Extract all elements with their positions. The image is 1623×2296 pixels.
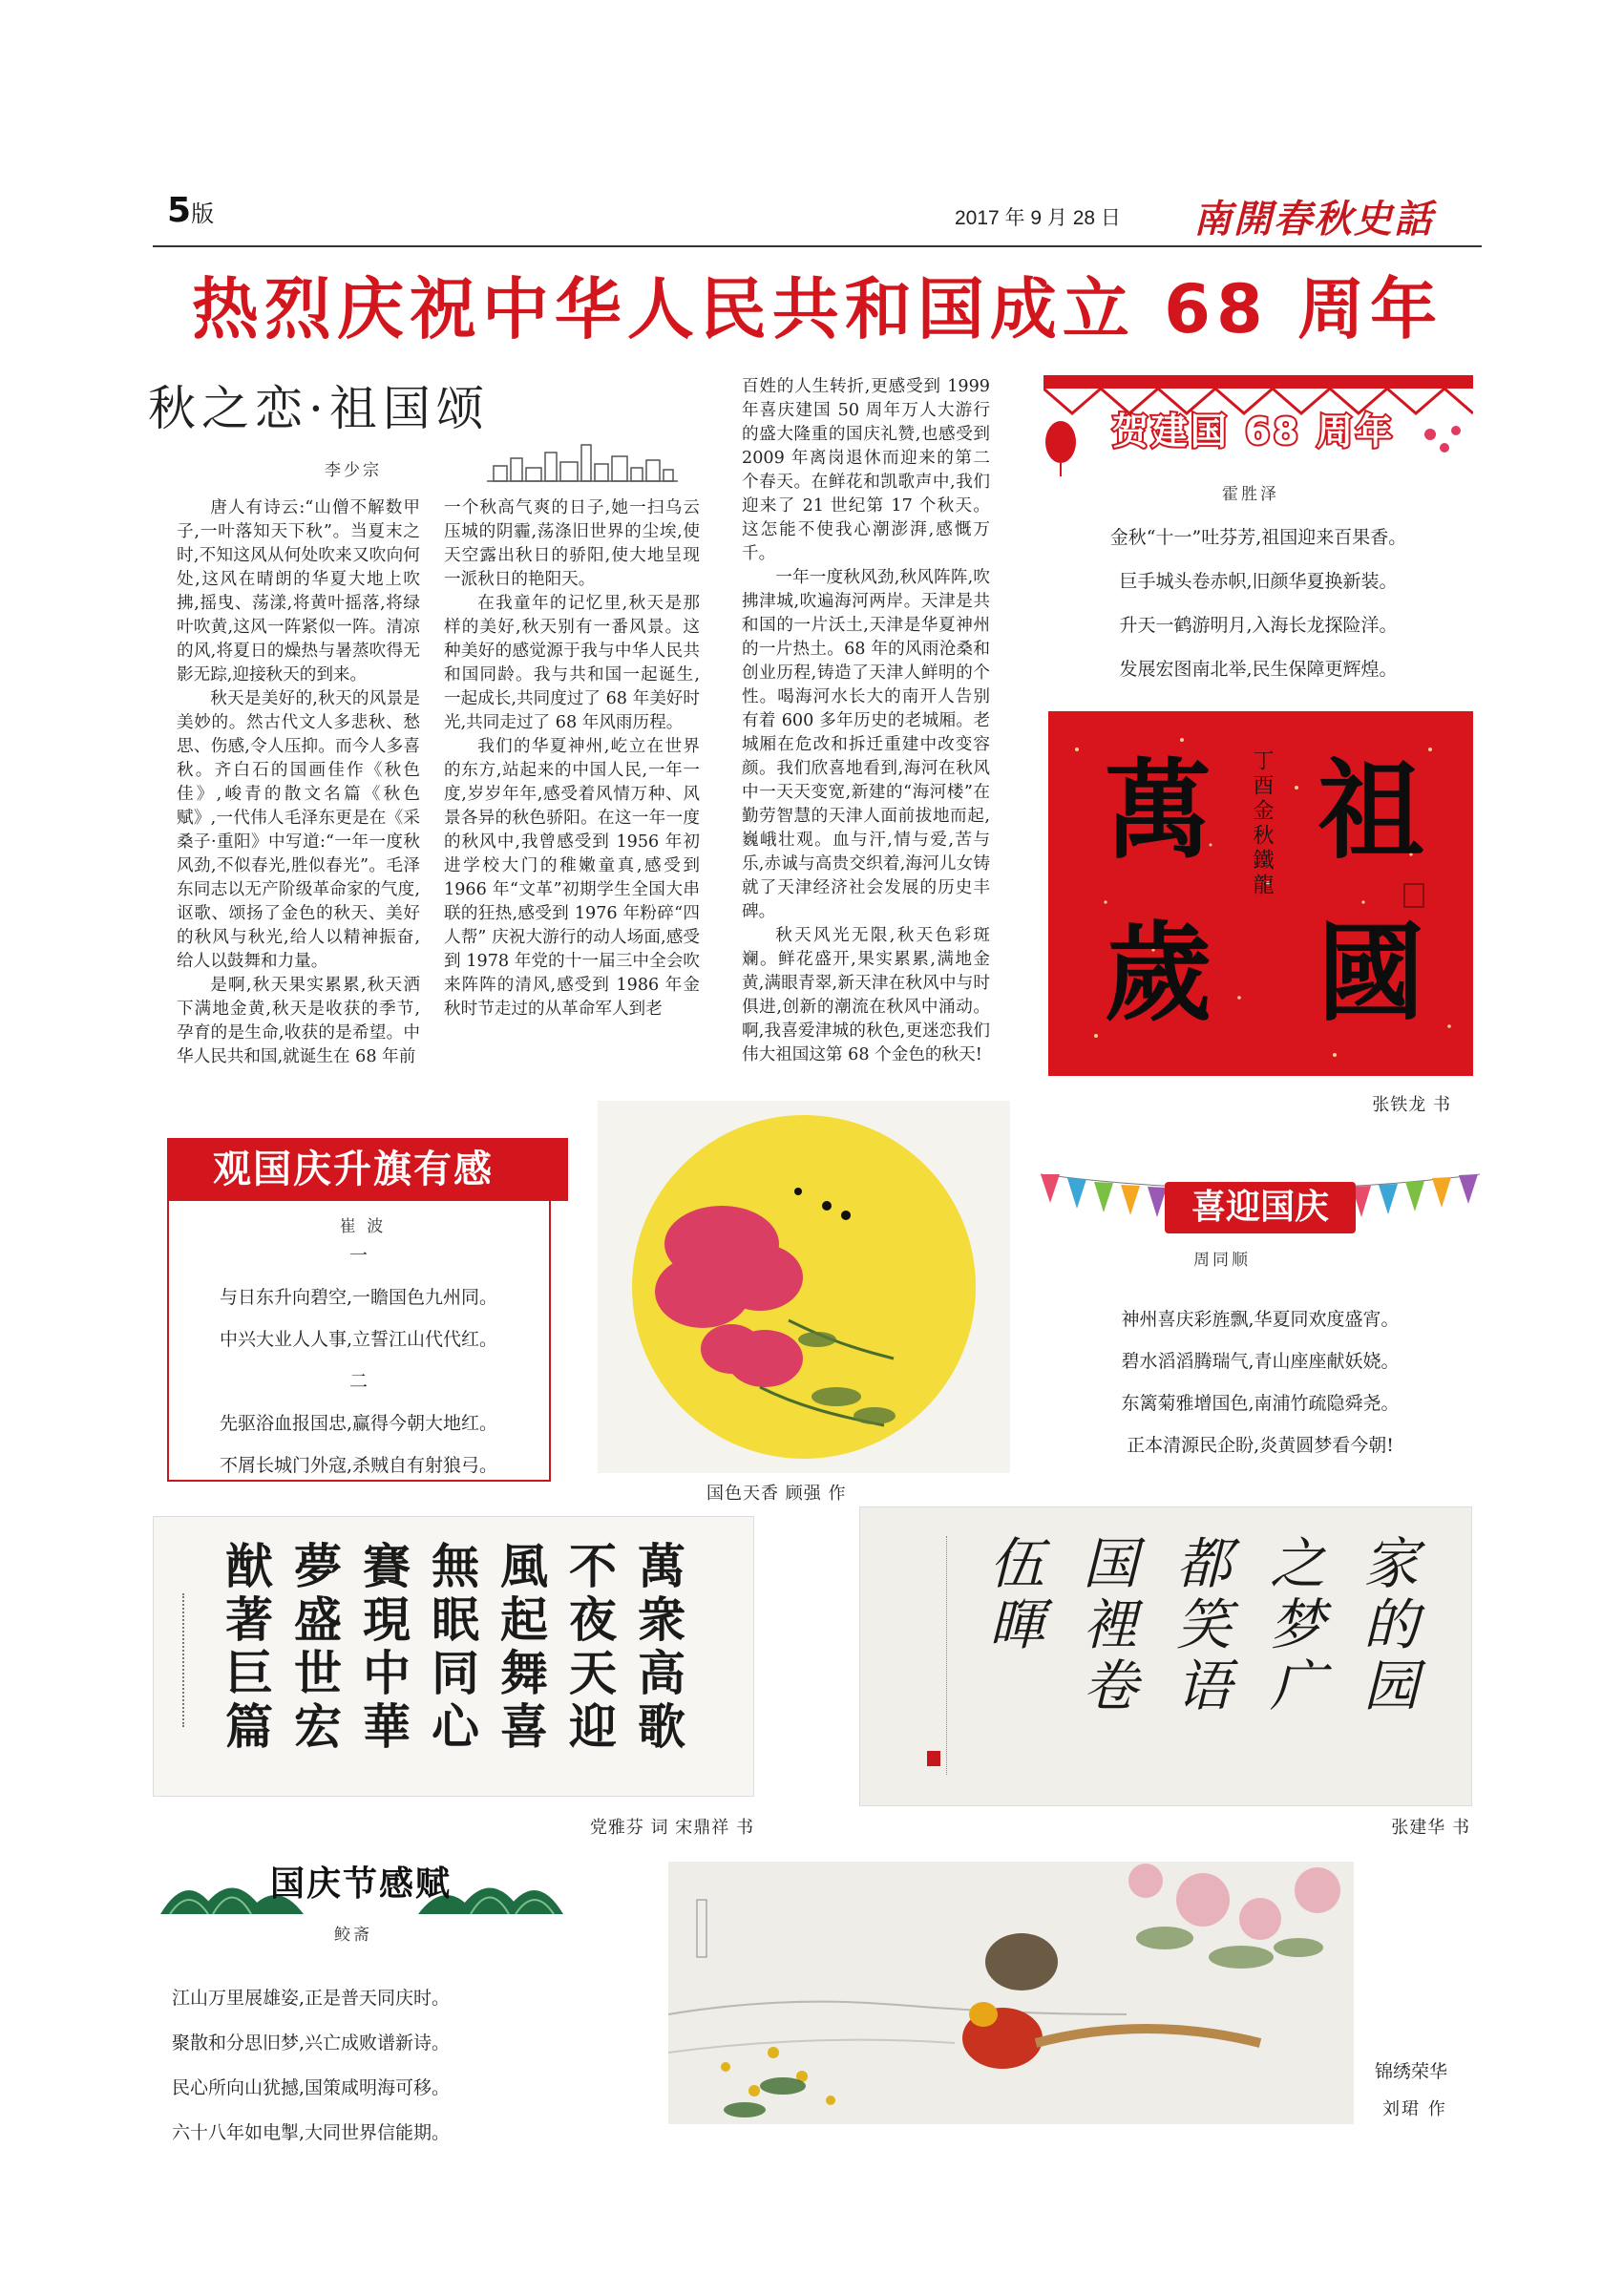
painting-title: 锦绣荣华 — [1375, 2061, 1448, 2082]
calligraphy-main-right: 祖國 — [1317, 748, 1424, 1036]
poem-line: 金秋“十一”吐芬芳,祖国迎来百果香。 — [1109, 527, 1407, 548]
calligraphy-red-paper — [1048, 711, 1473, 1076]
calligraphy-column: 萬衆高歌 — [630, 1541, 686, 1755]
article-column-1 — [177, 496, 420, 1069]
calligraphy-column: 家的园 — [1354, 1534, 1419, 1717]
seal-stamp-icon — [1403, 883, 1424, 908]
poem-title: 喜迎国庆 — [1165, 1182, 1356, 1233]
poem-title: 观国庆升旗有感 — [213, 1148, 494, 1191]
poem-body — [1050, 1298, 1470, 1466]
poem-line: 与日东升向碧空,一瞻国色九州同。 — [219, 1287, 498, 1308]
poem-line: 先驱浴血报国忠,赢得今朝大地红。 — [219, 1413, 498, 1434]
poem-author: 鲛斋 — [334, 1926, 372, 1945]
poem-line: 聚散和分思旧梦,兴亡成败谱新诗。 — [172, 2033, 451, 2054]
bunting-header — [1041, 1165, 1480, 1241]
inscription-mark-icon — [182, 1593, 194, 1727]
poem-line: 巨手城头卷赤帜,旧颜华夏换新装。 — [1119, 571, 1398, 592]
peony-painting — [598, 1101, 1010, 1473]
issue-date: 2017 年 9 月 28 日 — [955, 207, 1121, 229]
peony-flower-icon — [598, 1101, 1010, 1473]
banner-title: 热烈庆祝中华人民共和国成立 68 周年 — [191, 270, 1444, 348]
paragraph: 一个秋高气爽的日子,她一扫乌云压城的阴霾,荡涤旧世界的尘埃,使天空露出秋日的骄阳,使大地呈现一派秋日的艳阳天。 — [444, 498, 700, 589]
calligraphy-columns — [860, 1507, 1471, 1805]
paragraph: 秋天风光无限,秋天色彩斑斓。鲜花盛开,果实累累,满地金黄,满眼青翠,新天津在秋风中与时俱进,创新的潮流在秋风中涌动。啊,我喜爱津城的秋色,更迷恋我们伟大祖国这第 68 个金色的秋天! — [742, 926, 990, 1064]
poem-author: 崔 波 — [339, 1217, 387, 1236]
pheasant-bird-icon — [668, 1862, 1354, 2124]
poem-line: 神州喜庆彩旌飘,华夏同欢度盛宵。 — [1121, 1309, 1400, 1330]
painting-caption: 国色天香 顾强 作 — [706, 1484, 847, 1504]
article-author: 李少宗 — [325, 461, 382, 480]
calligraphy-zhang-scroll — [859, 1506, 1472, 1806]
poem-line: 碧水滔滔腾瑞气,青山座座献妖娆。 — [1121, 1351, 1400, 1372]
paragraph: 是啊,秋天果实累累,秋天洒下满地金黄,秋天是收获的季节,孕育的是生命,收获的是希望。中华人民共和国,就诞生在 68 年前 — [177, 976, 420, 1066]
article-title: 秋之恋·祖国颂 — [148, 381, 490, 436]
pheasant-painting — [668, 1862, 1354, 2124]
flag-poem-title-bar — [167, 1138, 568, 1201]
section-number: 一 — [348, 1245, 368, 1266]
calligraphy-column: 風起舞喜 — [493, 1541, 549, 1755]
poem-line: 中兴大业人人事,立誓江山代代红。 — [219, 1329, 498, 1350]
section-number: 二 — [348, 1371, 368, 1392]
calligraphy-caption: 党雅芬 词 宋鼎祥 书 — [589, 1818, 754, 1838]
painting-artist: 刘珺 作 — [1382, 2099, 1447, 2119]
paragraph: 唐人有诗云:“山僧不解数甲子,一叶落知天下秋”。当夏末之时,不知这风从何处吹来又吹向何处,这风在晴朗的华夏大地上吹拂,摇曳、荡漾,将黄叶摇落,将绿叶吹黄,这风一阵紧似一阵。清凉的风,将夏日的燥热与暑蒸吹得无影无踪,迎接秋天的到来。 — [177, 498, 420, 685]
poem-author: 周同顺 — [1193, 1251, 1251, 1270]
edition-number: 5版 — [167, 191, 215, 230]
calligraphy-column: 不夜天迎 — [561, 1541, 618, 1755]
calligraphy-column: 都笑语 — [1167, 1534, 1232, 1717]
poem-title: 国庆节感赋 — [269, 1864, 452, 1904]
calligraphy-caption: 张建华 书 — [1391, 1818, 1470, 1838]
inscription-mark-icon — [889, 1536, 947, 1775]
calligraphy-main-left: 萬歲 — [1105, 748, 1212, 1036]
poem-line: 江山万里展雄姿,正是普天同庆时。 — [172, 1988, 451, 2009]
article-column-2 — [444, 496, 700, 1022]
paragraph: 百姓的人生转折,更感受到 1999 年喜庆建国 50 周年万人大游行的盛大隆重的国庆礼赞,也感受到 2009 年离岗退休而迎来的第二个春天。在鲜花和凯歌声中,我们迎来了 21 世纪第 17 个秋天。这怎能不使我心潮澎湃,感慨万千。 — [742, 377, 990, 563]
paragraph: 在我童年的记忆里,秋天是那样的美好,秋天别有一番风景。这种美好的感觉源于我与中华人民共和国同龄。我与共和国一起诞生,一起成长,共同度过了 68 年美好时光,共同走过了 68 年风雨历程。 — [444, 594, 700, 732]
poem-body — [1043, 516, 1473, 691]
poem-body — [170, 1234, 547, 1486]
calligraphy-columns — [154, 1517, 753, 1796]
poem-author: 霍胜泽 — [1222, 485, 1279, 504]
poem-line: 东篱菊雅增国色,南浦竹疏隐舜尧。 — [1121, 1393, 1400, 1414]
calligraphy-column: 賽現中華 — [355, 1541, 411, 1755]
calligraphy-column: 夢盛世宏 — [286, 1541, 343, 1755]
calligraphy-inscription: 丁酉金秋鐵龍 — [1250, 749, 1274, 898]
header-rule — [153, 245, 1482, 247]
poem-line: 升天一鹤游明月,入海长龙探险洋。 — [1119, 615, 1398, 636]
poem-body — [172, 1976, 554, 2156]
poem-line: 六十八年如电掣,大同世界信能期。 — [172, 2122, 451, 2143]
paragraph: 我们的华夏神州,屹立在世界的东方,站起来的中国人民,一年一度,岁岁年年,感受着风情万种、风景各异的秋色骄阳。在这一年一度的秋风中,我曾感受到 1956 年初进学校大门的稚嫩童真,感受到 1966 年“文革”初期学生全国大串联的狂热,感受到 1976 年粉碎“四人帮” 庆祝大游行的动人场面,感受到 1978 年党的十一届三中全会吹来阵阵的清风,感受到 1986 年金秋时节走过的从革命军人到老 — [444, 737, 700, 1019]
calligraphy-column: 無眠同心 — [424, 1541, 480, 1755]
poem-line: 民心所向山犹撼,国策咸明海可移。 — [172, 2077, 451, 2098]
poem-title: 贺建国 68 周年 — [1111, 411, 1396, 453]
poem-line: 正本清源民企盼,炎黄圆梦看今朝! — [1127, 1435, 1394, 1456]
publication-logo: 南開春秋史話 — [1193, 197, 1434, 242]
seal-stamp-icon — [927, 1751, 940, 1766]
paragraph: 秋天是美好的,秋天的风景是美妙的。然古代文人多悲秋、愁思、伤感,令人压抑。而今人多喜秋。齐白石的国画佳作《秋色佳》,峻青的散文名篇《秋色赋》,一代伟人毛泽东更是在《采桑子·重阳》中写道:“一年一度秋风劲,不似春光,胜似春光”。毛泽东同志以无产阶级革命家的气度,讴歌、颂扬了金色的秋天、美好的秋风与秋光,给人以精神振奋,给人以鼓舞和力量。 — [177, 689, 420, 971]
calligraphy-column: 国裡卷 — [1073, 1534, 1138, 1717]
city-skyline-icon — [482, 439, 683, 483]
poem-line: 发展宏图南北举,民生保障更辉煌。 — [1119, 659, 1398, 680]
lantern-header-box — [1043, 375, 1473, 478]
poem-line: 不屑长城门外寇,杀贼自有射狼弓。 — [219, 1455, 498, 1476]
paragraph: 一年一度秋风劲,秋风阵阵,吹拂津城,吹遍海河两岸。天津是共和国的一片沃土,天津是华夏神州的一片热土。68 年的风雨沧桑和创业历程,铸造了天津人鲜明的个性。喝海河水长大的南开人告别有着 600 多年历史的老城厢。老城厢在危改和拆迁重建中改变容颜。我们欣喜地看到,海河在秋风中一天天变宽,新建的“海河楼”在勤劳智慧的天津人面前拔地而起,巍峨壮观。血与汗,情与爱,苦与乐,赤诚与高贵交织着,海河儿女铸就了天津经济社会发展的历史丰碑。 — [742, 568, 990, 921]
calligraphy-column: 之梦广 — [1260, 1534, 1325, 1717]
calligraphy-song-scroll — [153, 1516, 754, 1797]
wave-header — [160, 1847, 563, 1914]
article-column-3 — [742, 375, 990, 1067]
calligraphy-column: 伍暉 — [980, 1534, 1044, 1656]
calligraphy-column: 猷著巨篇 — [218, 1541, 274, 1755]
calligraphy-caption: 张铁龙 书 — [1372, 1095, 1451, 1115]
